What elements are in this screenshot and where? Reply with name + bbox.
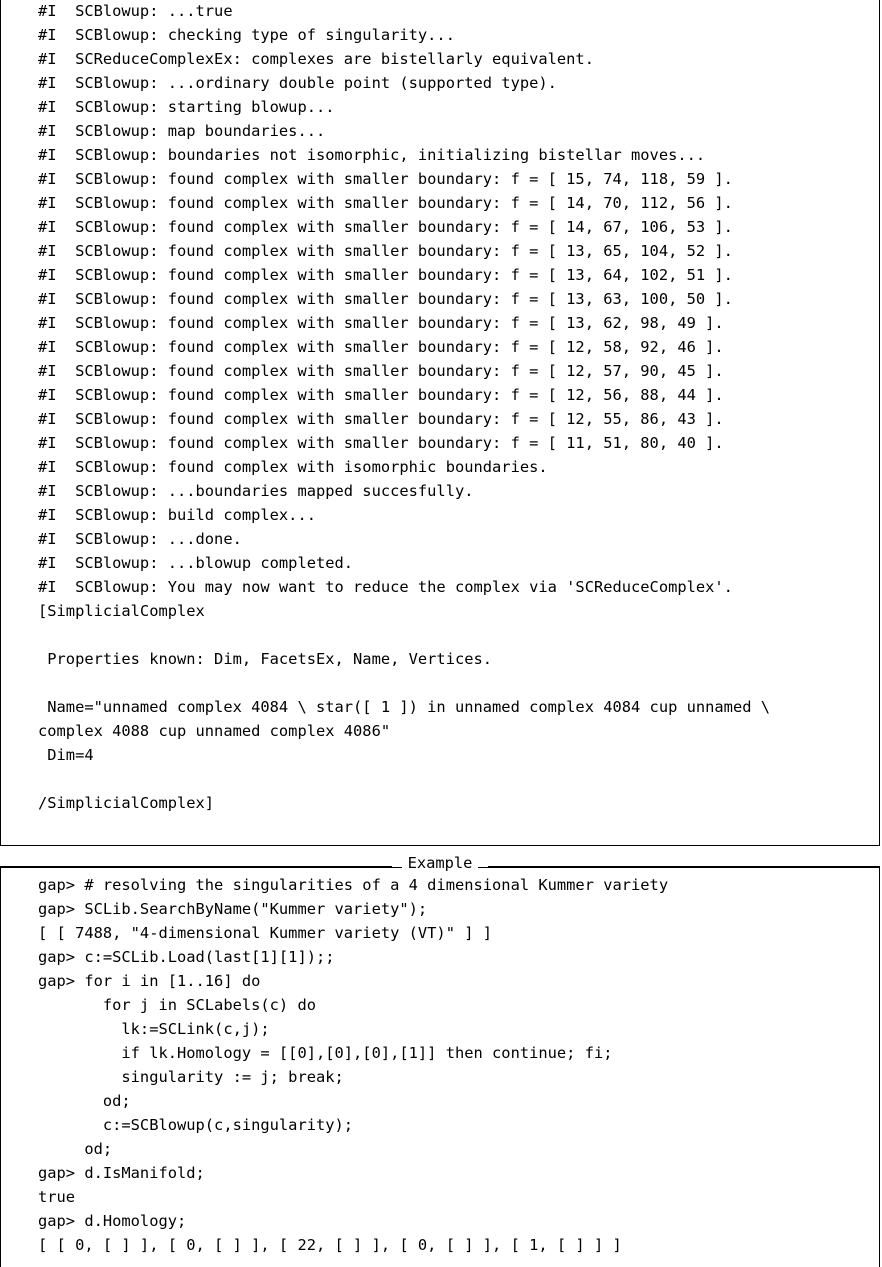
code-line: gap> # resolving the singularities of a 4 dimensional Kummer variety — [38, 876, 669, 894]
code-line: gap> d.Homology; — [38, 1212, 187, 1230]
output-line: #I SCBlowup: found complex with smaller boundary: f = [ 14, 67, 106, 53 ]. — [38, 218, 733, 236]
output-line: #I SCBlowup: found complex with smaller boundary: f = [ 13, 63, 100, 50 ]. — [38, 290, 733, 308]
output-line: #I SCBlowup: ...ordinary double point (supported type). — [38, 74, 557, 92]
output-block — [38, 0, 770, 815]
output-line: #I SCBlowup: You may now want to reduce the complex via 'SCReduceComplex'. — [38, 578, 733, 596]
output-line: #I SCBlowup: boundaries not isomorphic, initializing bistellar moves... — [38, 146, 706, 164]
output-line: #I SCBlowup: found complex with smaller boundary: f = [ 12, 57, 90, 45 ]. — [38, 362, 724, 380]
output-line: #I SCBlowup: found complex with smaller boundary: f = [ 12, 55, 86, 43 ]. — [38, 410, 724, 428]
code-line: for j in SCLabels(c) do — [38, 996, 316, 1014]
output-line — [38, 671, 770, 695]
code-line: gap> d.IsManifold; — [38, 1164, 205, 1182]
code-line: [ [ 7488, "4-dimensional Kummer variety (VT)" ] ] — [38, 924, 493, 942]
output-line: #I SCBlowup: found complex with smaller boundary: f = [ 11, 51, 80, 40 ]. — [38, 434, 724, 452]
output-line: #I SCBlowup: found complex with smaller boundary: f = [ 13, 64, 102, 51 ]. — [38, 266, 733, 284]
code-line: od; — [38, 1140, 113, 1158]
output-line: /SimplicialComplex] — [38, 794, 215, 812]
output-line: #I SCBlowup: found complex with smaller boundary: f = [ 14, 70, 112, 56 ]. — [38, 194, 733, 212]
code-line: if lk.Homology = [[0],[0],[0],[1]] then continue; fi; — [38, 1044, 613, 1062]
code-line: gap> SCLib.SearchByName("Kummer variety"); — [38, 900, 428, 918]
code-line: c:=SCBlowup(c,singularity); — [38, 1116, 354, 1134]
example-block — [38, 873, 668, 1257]
output-line: complex 4088 cup unnamed complex 4086" — [38, 722, 391, 740]
output-line: #I SCBlowup: map boundaries... — [38, 122, 326, 140]
output-line: Dim=4 — [38, 746, 94, 764]
code-line: od; — [38, 1092, 131, 1110]
output-line: [SimplicialComplex — [38, 602, 205, 620]
code-line: gap> c:=SCLib.Load(last[1][1]);; — [38, 948, 335, 966]
output-line: #I SCBlowup: ...blowup completed. — [38, 554, 354, 572]
code-line: gap> for i in [1..16] do — [38, 972, 261, 990]
output-line: #I SCBlowup: ...true — [38, 2, 233, 20]
output-line: Name="unnamed complex 4084 \ star([ 1 ]) in unnamed complex 4084 cup unnamed \ — [38, 698, 771, 716]
output-line: #I SCBlowup: ...boundaries mapped succesfully. — [38, 482, 474, 500]
output-line: #I SCBlowup: found complex with smaller boundary: f = [ 12, 56, 88, 44 ]. — [38, 386, 724, 404]
code-line: lk:=SCLink(c,j); — [38, 1020, 270, 1038]
output-line: #I SCBlowup: found complex with smaller boundary: f = [ 13, 62, 98, 49 ]. — [38, 314, 724, 332]
output-line: #I SCBlowup: found complex with isomorphic boundaries. — [38, 458, 548, 476]
code-line: [ [ 0, [ ] ], [ 0, [ ] ], [ 22, [ ] ], [ 0, [ ] ], [ 1, [ ] ] ] — [38, 1236, 622, 1254]
output-line: #I SCBlowup: starting blowup... — [38, 98, 335, 116]
output-line — [38, 767, 770, 791]
output-line: Properties known: Dim, FacetsEx, Name, Vertices. — [38, 650, 493, 668]
code-line: singularity := j; break; — [38, 1068, 344, 1086]
output-line: #I SCBlowup: ...done. — [38, 530, 242, 548]
output-line: #I SCReduceComplexEx: complexes are bistellarly equivalent. — [38, 50, 594, 68]
output-line — [38, 623, 770, 647]
code-line: true — [38, 1188, 76, 1206]
example-title-label: Example — [402, 854, 479, 872]
output-line: #I SCBlowup: found complex with smaller boundary: f = [ 13, 65, 104, 52 ]. — [38, 242, 733, 260]
output-line: #I SCBlowup: found complex with smaller boundary: f = [ 15, 74, 118, 59 ]. — [38, 170, 733, 188]
output-line: #I SCBlowup: found complex with smaller boundary: f = [ 12, 58, 92, 46 ]. — [38, 338, 724, 356]
output-line: #I SCBlowup: build complex... — [38, 506, 316, 524]
output-line: #I SCBlowup: checking type of singularity... — [38, 26, 455, 44]
